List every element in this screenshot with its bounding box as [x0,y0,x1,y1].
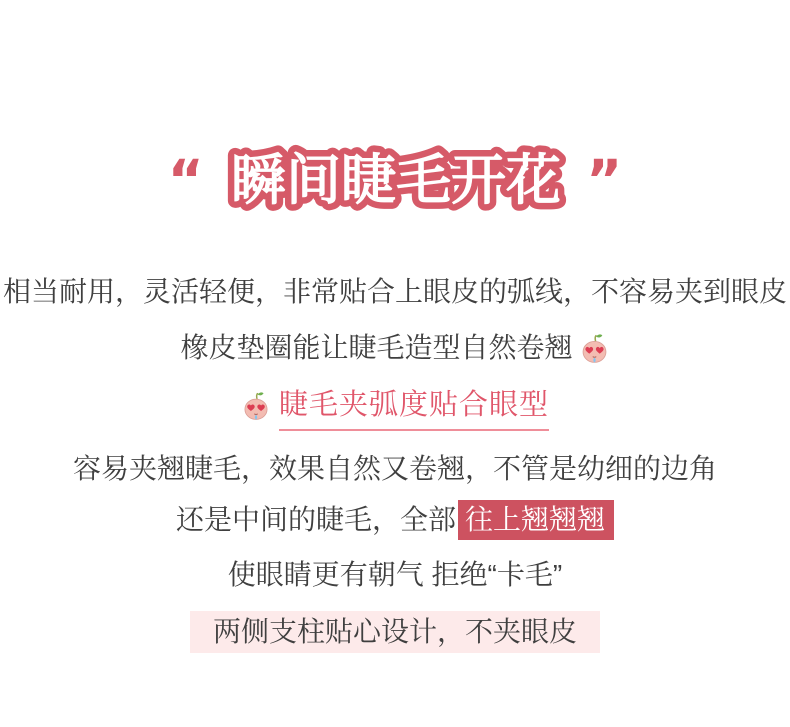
paragraph-rubber-pad-text: 橡皮垫圈能让睫毛造型自然卷翘 [180,332,573,363]
peach-heart-eyes-emoji-icon [579,333,610,371]
title-outlined-text [165,132,625,228]
title-close-quote: ” [586,148,623,212]
peach-heart-eyes-emoji-icon [241,391,271,426]
title-text: 瞬间睫毛开花 [230,148,562,212]
subheading-curler-fits-eye: 睫毛夹弧度贴合眼型 [279,390,549,431]
svg-text:“ 瞬间睫毛开花 ” [168,148,623,212]
callout-side-pillar-design: 两侧支柱贴心设计，不夹眼皮 [190,611,600,653]
paragraph-bright-eyes: 使眼睛更有朝气 拒绝“卡毛” [227,559,563,590]
paragraph-rubber-pad [0,332,790,371]
subheading-row [0,390,790,431]
title-open-quote: “ [167,148,204,212]
page-title [0,132,790,228]
paragraph-middle-lashes [0,504,790,536]
paragraph-middle-lashes-text: 还是中间的睫毛，全部 [175,504,456,535]
paragraph-easy-curl: 容易夹翘睫毛，效果自然又卷翘，不管是幼细的边角 [72,453,717,484]
paragraph-durable: 相当耐用，灵活轻便，非常贴合上眼皮的弧线，不容易夹到眼皮 [2,276,787,307]
highlight-curl-up-phrase: 往上翘翘翘 [458,500,614,540]
